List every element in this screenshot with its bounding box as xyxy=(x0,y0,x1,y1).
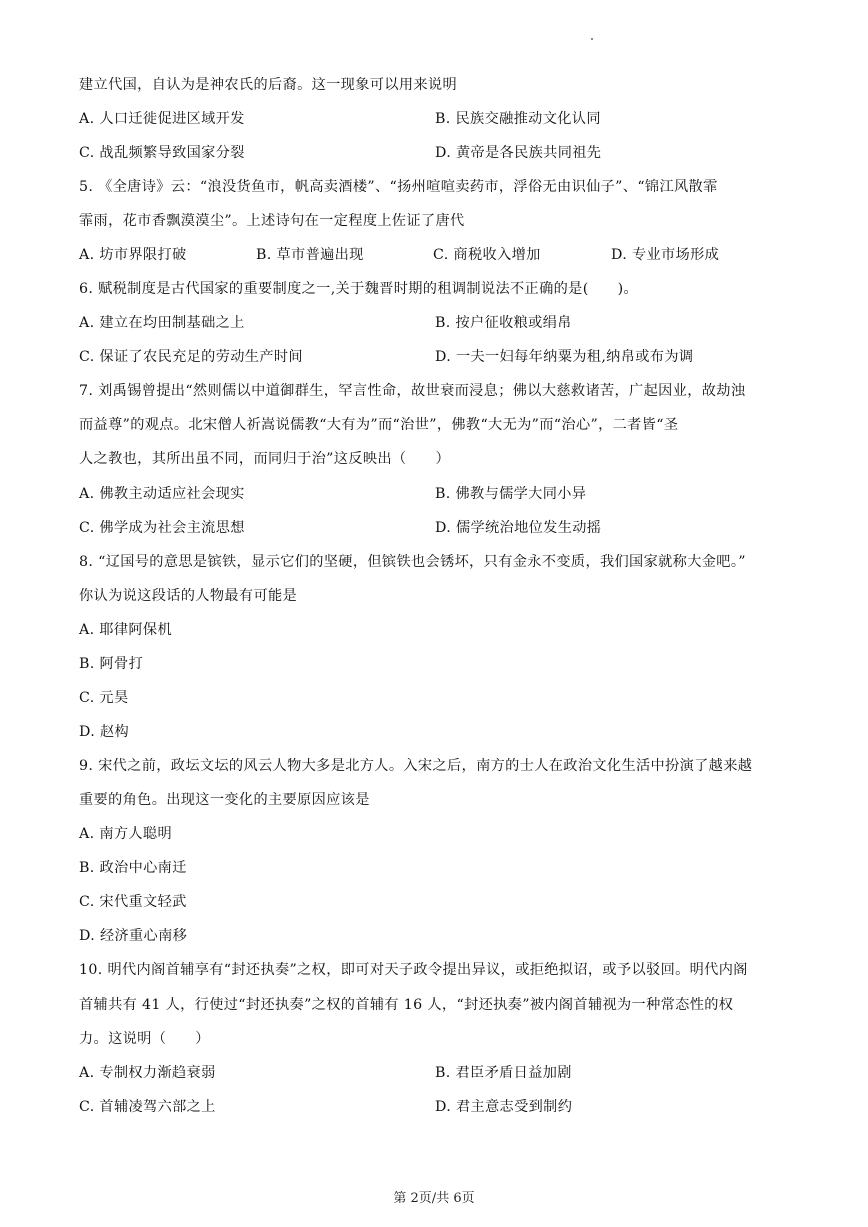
q5-option-c: C. 商税收入增加 xyxy=(433,247,541,263)
q8-option-b: B. 阿骨打 xyxy=(79,656,144,672)
q9-option-c: C. 宋代重文轻武 xyxy=(79,894,187,910)
q6-option-a: A. 建立在均田制基础之上 xyxy=(79,315,245,331)
question-5-stem-line-1: 5. 《全唐诗》云：“浪没货鱼市，帆高卖酒楼”、“扬州喧喧卖药市，浮俗无由识仙子”、“锦江风散霏 xyxy=(79,179,718,195)
question-7-stem-line-1: 7. 刘禹锡曾提出“然则儒以中道御群生，罕言性命，故世衰而浸息；佛以大慈救诸苦，广起因业，故劫浊 xyxy=(79,383,746,399)
question-6-stem: 6. 赋税制度是古代国家的重要制度之一,关于魏晋时期的租调制说法不正确的是( )。 xyxy=(79,281,639,297)
q8-option-d: D. 赵构 xyxy=(79,724,130,740)
q6-option-d: D. 一夫一妇每年纳粟为租,纳帛或布为调 xyxy=(435,349,694,365)
q8-option-a: A. 耶律阿保机 xyxy=(79,622,173,638)
question-4-stem-line: 建立代国，自认为是神农氏的后裔。这一现象可以用来说明 xyxy=(79,77,457,93)
q8-option-c: C. 元昊 xyxy=(79,690,129,706)
question-9-stem-line-2: 重要的角色。出现这一变化的主要原因应该是 xyxy=(79,792,370,808)
question-10-stem-line-2: 首辅共有 41 人，行使过“封还执奏”之权的首辅有 16 人，“封还执奏”被内阁首辅视为一种常态性的权 xyxy=(79,997,734,1013)
question-7-stem-line-2: 而益尊”的观点。北宋僧人祈嵩说儒教“大有为”而“治世”，佛教“大无为”而“治心”，二者皆“圣 xyxy=(79,417,679,433)
q6-option-c: C. 保证了农民充足的劳动生产时间 xyxy=(79,349,303,365)
question-5-stem-line-2: 霏雨，花市香飘漠漠尘”。上述诗句在一定程度上佐证了唐代 xyxy=(79,213,465,229)
q4-option-a: A. 人口迁徙促进区域开发 xyxy=(79,111,245,127)
q6-option-b: B. 按户征收粮或绢帛 xyxy=(435,315,572,331)
q4-option-d: D. 黄帝是各民族共同祖先 xyxy=(435,145,602,161)
q5-option-a: A. 坊市界限打破 xyxy=(79,247,187,263)
question-10-stem-line-3: 力。这说明（ ） xyxy=(79,1031,210,1047)
question-7-stem-line-3: 人之教也，其所出虽不同，而同归于治”这反映出（ ） xyxy=(79,451,451,467)
q7-option-a: A. 佛教主动适应社会现实 xyxy=(79,486,245,502)
q10-option-d: D. 君主意志受到制约 xyxy=(435,1099,573,1115)
question-8-stem-line-1: 8. “辽国号的意思是镔铁，显示它们的坚硬，但镔铁也会锈坏，只有金永不变质，我们国家就称大金吧。” xyxy=(79,554,746,570)
question-10-stem-line-1: 10. 明代内阁首辅享有“封还执奏”之权，即可对天子政令提出异议，或拒绝拟诏，或予以驳回。明代内阁 xyxy=(79,962,748,978)
q10-option-a: A. 专制权力渐趋衰弱 xyxy=(79,1065,216,1081)
scan-dot xyxy=(591,38,593,40)
q9-option-d: D. 经济重心南移 xyxy=(79,928,188,944)
q9-option-a: A. 南方人聪明 xyxy=(79,826,173,842)
q4-option-c: C. 战乱频繁导致国家分裂 xyxy=(79,145,245,161)
q9-option-b: B. 政治中心南迁 xyxy=(79,860,187,876)
question-9-stem-line-1: 9. 宋代之前，政坛文坛的风云人物大多是北方人。入宋之后，南方的士人在政治文化生活中扮演了越来越 xyxy=(79,758,753,774)
q5-option-d: D. 专业市场形成 xyxy=(611,247,720,263)
q10-option-c: C. 首辅凌驾六部之上 xyxy=(79,1099,216,1115)
page-number-footer: 第 2页/共 6页 xyxy=(393,1191,475,1206)
q5-option-b: B. 草市普遍出现 xyxy=(256,247,364,263)
q10-option-b: B. 君臣矛盾日益加剧 xyxy=(435,1065,572,1081)
question-8-stem-line-2: 你认为说这段话的人物最有可能是 xyxy=(79,588,298,604)
q4-option-b: B. 民族交融推动文化认同 xyxy=(435,111,601,127)
q7-option-d: D. 儒学统治地位发生动摇 xyxy=(435,520,602,536)
q7-option-c: C. 佛学成为社会主流思想 xyxy=(79,520,245,536)
q7-option-b: B. 佛教与儒学大同小异 xyxy=(435,486,587,502)
